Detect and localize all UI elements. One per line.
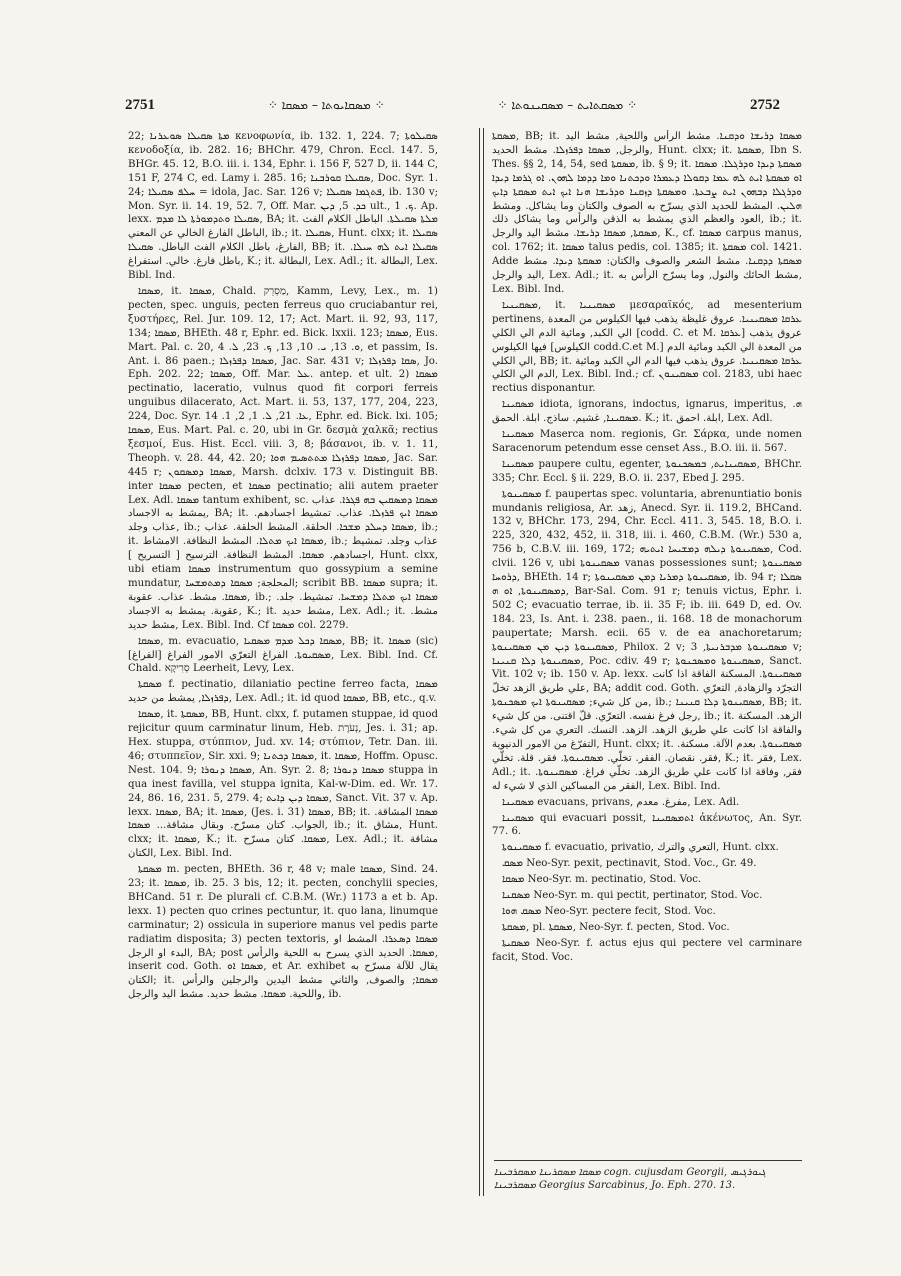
entry-paragraph: ܡܣܩܝܢܘܬܐ f. evacuatio, privatio, التعري والترك, Hunt. clxx. xyxy=(502,842,779,854)
entry-paragraph: ܡܣܩܝܢܝܐ, it. ܡܣܩܝܢܝܐ μεσαραϊκός, ad mesenterium pertinens, ܥܪܩܐ ܡܣܩܝܢܝܐ. عروق غليظة يذهب فيها الكيلوس من المعدة الي الكبد, ومائية الدم الي الكلي [codd. C. et M. ܥܪܩܐ] عروق يذهب فيها الكيلوس [الكيلوس codd.C.et M.] من المعدة الي الكبد ومائية الدم الي الكلي, BB; it. ܥܪܩܐ ܡܣܩܝܢܝܐ. عروق يذهب فيها الدم الي الكبد ومائية الدم الي الكلي, Lex. Bibl. Ind.; cf. ܡܣܩܝܢܘܢ col. 2183, ubi haec rectius disponantur. xyxy=(492,299,802,395)
entry-paragraph: ܡܣܩܝܬܐ Neo-Syr. f. actus ejus qui pectere vel carminare facit, Stod. Voc. xyxy=(492,937,802,963)
entry-paragraph: ܡܣܩܝܢܐ evacuans, privans, مفرغ. معدم, Lex. Adl. xyxy=(502,796,740,808)
right-page-number: 2752 xyxy=(749,96,780,113)
entry-paragraph: ܡܣܩܢܐ Neo-Syr. m. qui pectit, pertinator, Stod. Voc. xyxy=(502,890,763,902)
entry-paragraph: ܡܣܩܬܐ f. pectinatio, dilaniatio pectine ferreo facta, ܡܣܩܐ ܕܦܪܙܠܐ, يمشط من حديد, Lex. Adl.; it. id quod ܡܣܩܐ, BB, etc., q.v. xyxy=(128,679,438,705)
entry-paragraph: ܡܣܩܬܐ, BB; it. ܡܣܩܐ ܕܪܝܫܐ ܘܕܩܢܐ. مشط الرأس واللحية, مشط اليد والرجل, ܡܣܩܐ ܕܦܪܙܠܐ. مشط الحديد, Hunt. clxx; it. ܡܣܩܬܐ, Ibn S. Thes. §§ 2, 14, 54, sed ܡܣܩܬܐ, ib. § 9; it. ܡܣܩܬܐ ܕܝܕܐ ܘܕܪܓܠܐ. ܡܣܩܐ ܐܘ ܡܣܩܬܐ ܐܝܬ ܠܗ ܥܡܐ ܕܩܘܠܐ ܕܥܡܪܐ ܘܕܟܬܢܐ ܘܡܐ ܕܕܡܐ ܠܗܘܢ. ܐܘ ܓܪܡܐ ܕܝܕܐ ܘܕܪܓܠܐ ܕܒܗܘܢ ܐܝܬ ܨܒܥܬܐ. ܘܡܣܩܬܐ ܕܙܩܢܐ ܘܕܪܝܫܐ ܗܢܐ ܐܝܟ ܐܝܬ ܡܣܩܬܐ ܕܐܝܟ ܗܠܝܢ. المشط للحديد الذي يسرّح به الصوف والكتان وما يشاكل. ومشط العود والعظم الذي يمشط به الذقن والرأس وما يشاكل ذلك, ib.; it. ܡܣܩܬܐ, ܡܣܩܐ ܕܪܝܫܐ. مشط اليد والرجل, K., cf. ܡܣܩܐ carpus manus, col. 1762; it. ܡܣܩܐ talus pedis, col. 1385; it. ܡܣܩܬܐ col. 1421. Adde ܡܣܩܬܐ ܕܕܩܢܐ. مشط الشعر والصوف والكتان: ܡܣܩܬܐ ܕܝܕܐ. مشط اليد والرجل, Lex. Adl.; it. مشط الحائك والنول, وما يسرّح الرأس به, Lex. Bibl. Ind. xyxy=(492,131,802,295)
left-column xyxy=(128,130,438,1200)
entry-paragraph: ܡܣܩܬܐ m. pecten, BHEth. 36 r, 48 v; male ܡܣܩܐ, Sind. 24. 23; it. ܡܣܩܐ, ib. 25. 3 bis, 12; it. pecten, conchylii species, BHCand. 51 r. De plurali cf. C.B.M. (Wr.) 1173 a et b. Ap. lexx. 1) pecten quo crines pectuntur, it. quo lana, linumque carminatur; 2) ossicula in superiore manus vel pedis parte radiatim disposita; 3) pecten textoris, ܡܣܩܐ ܕܣܥܪܐ. المشط او البدء او الرجل, BA; post ܡܣܩܐ. الحديد الذي يسرح به اللحية والرأس, inserit cod. Goth. ܡܣܩܐ ܐܘ, et Ar. exhibet يقال للآلة مسرّح به الكتان; it. ܡܣܩܐ; والصوف, والثاني مشط اليدين والرجلين والرأس واللحية. ܡܣܩܐ. مشط حديد. مشط اليد والرجل, ib. xyxy=(128,864,438,1001)
column-divider xyxy=(479,128,484,1196)
footnote: ܡܣܩܐ ܡܣܩܪܝܢܐ ܡܣܩܪܒܝܢܐ cogn. cujusdam Georgii, ܓܝܘܪܓܝܣ ܡܣܩܪܒܝܢܐ Georgius Sarcabinus, Jo. Eph. 270. 13. xyxy=(494,1167,766,1191)
entry-paragraph: ܡܣܩܝܢܐ idiota, ignorans, indoctus, ignarus, imperitus, ܗ. ܡܣܩܝܢܐ, غشيم. ساذج. ابلة. الحمق. K.; it. ابلة. احمق, Lex. Adl. xyxy=(492,399,802,425)
entry-paragraph: ܡܣܩܬܐ, pl. ܡܣܩܬܐ, Neo-Syr. f. pecten, Stod. Voc. xyxy=(502,921,730,933)
page-header xyxy=(125,92,780,118)
footnote-rule xyxy=(494,1160,802,1161)
left-running-head: ⁘ ܡܣܩܐܝܘܬܐ – ܡܣܩܐ ⁘ xyxy=(267,97,385,112)
entry-paragraph: ܡܣܩܝܢܘܬܐ f. paupertas spec. voluntaria, abrenuntiatio bonis mundanis religiosa, Ar. زهد, Anecd. Syr. ii. 119.2, BHCand. 132 v, BHChr. 173, 294, Chr. Eccl. 411. 3, 545. 18, B.O. i. 225, 320, 432, 452, ii. 318, iii. i. 460, C.B.M. (Wr.) 530 a, 756 b, C.B.V. iii. 169, 172; ܡܣܩܝܢܘܬܐ ܕܝܠܗ ܕܡܫܝܚܐ ܐܝܬܝܗ, Cod. clvii. 126 v, ubi ܡܣܩܝܢܘܬܐ vanas possessiones sunt; ܡܣܩܝܢܘܬܐ ܕܪܘܚܐ, BHEth. 14 r; ܡܣܩܝܢܘܬܐ ܕܡܪܝܐ ܕܡܢ ܡܣܩܝܢܘܬܐ, ib. 94 r; ܣܩܠܐ ܕܡܣܩܝܢܘܬܐ, ܐܘ ܗ, Bar-Sal. Com. 91 r; tenuis victus, Ephr. i. 502 C; evacuatio terrae, ib. ii. 35 F; ib. iii. 649 D, ed. Ov. 184. 23, Is. Ant. i. 238. paen., ii. 168. 18 de monachorum paupertate; Marsh. ecii. 65 v. de ea anachoretarum; ܡܣܩܝܢܘܬܐ ܕܝܢ ܡܢ ܡܣܩܝܢܘܬܐ, Philox. 2 v; ܡܣܩܝܢܘܬܐ ܡܕܒܪܢܝܬܐ, 3 v; ܡܣܩܝܢܘܬܐ ܕܠܐ ܩܢܝܢܐ, Poc. cdiv. 49 r; ܡܣܩܝܢܘܬܐ ܘܡܣܟܢܘܬܐ, Sanct. Vit. 102 v; ib. 150 v. Ap. lexx. ܡܣܩܝܢܘܬܐ. المسكنة الفاقة اذا كانت علي طريق الزهد تخلّ, BA; addit cod. Goth. التجرّد والزهادة, التعرّي من كل شيء; ܡܣܩܝܢܘܬܐ ܐܝܟ ܡܣܟܢܘܬܐ, ib.; ܡܣܩܝܢܘܬܐ ܕܠܐ ܩܢܝܢܐ, BB; it. رجل فرغ نفسه. التعرّي. قلّ اقتنى. من كل شيء, ib.; it. الزهد. المسكنة والفاقة اذا كانت علي طريق الزهد. الزهد. النسك. التعري من كل شيء. التفرّغ من الامور الدنيوية, Hunt. clxx; it. ܡܣܩܝܢܘܬܐ. بعدم الآلة. مسكنة. فقر. نقصان. الفقر. تخلّي. ܡܣܩܝܢܘܬܐ. فقر. قلة. تخلّي, K.; it. فقر, Lex. Adl.; it. فقر, وفاقة اذا كانت علي طريق الزهد. تخلّي فراغ. ܡܣܩܝܢܘܬܐ. الفقر من المساكين الذي لا شيء له, Lex. Bibl. Ind. xyxy=(492,488,802,792)
entry-paragraph: ܡܣܩܐ Neo-Syr. m. pectinatio, Stod. Voc. xyxy=(502,874,702,886)
right-running-head: ⁘ ܡܣܩܬܐܝܬ – ܡܣܩܝܢܘܬܐ ⁘ xyxy=(497,97,638,112)
entry-paragraph: ܡܣܩܝܢܐ paupere cultu, egenter, ܡܣܩܝܢܐܝܬ, ܒܡܣܟܢܘܬܐ, BHChr. 335; Chr. Eccl. § ii. 229, B.O. ii. 237, Ebed J. 295. xyxy=(492,458,802,484)
entry-paragraph: ܡܣܩ ܗܘܐ Neo-Syr. pectere fecit, Stod. Voc. xyxy=(502,905,716,917)
left-page-number: 2751 xyxy=(125,96,155,113)
entry-paragraph: ܡܣܩܐ, m. evacuatio, ܡܣܩܐ ܕܟܠ ܡܕܡ ܡܣܩܝܐ, BB; it. ܡܣܩܐ (sic) ܡܣܩܝܘܬܐ. الفراغ التعرّي الامور الفراغ [الفراغ], Lex. Bibl. Ind. Cf. Chald. סְרִיקָא Leerheit, Levy, Lex. xyxy=(128,635,438,675)
entry-paragraph: ܡܣܩܐ, it. ܡܣܩܐ, Chald. מַסְרֵק, Kamm, Levy, Lex., m. 1) pecten, spec. unguis, pecten ferreus quo cruciabantur rei, ξυστήρες, Rel. Jur. 109. 12, 17; Act. Mart. ii. 92, 93, 117, 134; ܡܣܩܐ, BHEth. 48 r, Ephr. ed. Bick. lxxii. 123; ܡܣܩܐ, Eus. Mart. Pal. c. 20, ܘ. 13, ܝ. 10, 13, ܟ. 23, ܠ. 4, et passim, Is. Ant. i. 86 paen.; ܡܣܩܐ ܕܦܪܙܠܐ, Jac. Sar. 431 v; ܣܩܐ ܕܦܪܙܠܐ, Jo. Eph. 202. 22; ܡܣܩܐ, Off. Mar. ܥܠ. antep. et ult. 2) ܡܣܩܐ pectinatio, laceratio, vulnus quod fit corpori ferreis unguibus dilacerato, Act. Mart. ii. 53, 137, 177, 204, 223, 224, Doc. Syr. ܥܐ. 21, ܠ. 1, 2, 1. 14, Ephr. ed. Bick. lxi. 105; ܡܣܩܐ, Eus. Mart. Pal. c. 20, ubi in Gr. δεσμὰ χαλκᾶ; rectius ξεσμοί, Eus. Hist. Eccl. viii. 3, 8; βάσανοι, ib. v. 1. 11, Theoph. v. 28. 44, 42. 20; ܡܣܩܐ ܕܦܪܙܠܐ ܡܬܬܣܝܡ ܗܘܐ, Jac. Sar. 445 r; ܡܣܩܐ ܕܡܣܩܘܢ, Marsh. dclxiv. 173 v. Distinguit BB. inter ܡܣܩܐ pecten, et ܡܣܩܐ pectinatio; alii autem praeter Lex. Adl. ܡܣܩܐ tantum exhibent, sc. ܡܣܩܐ ܕܡܣܩܝܢ ܒܗ ܦܓܪܐ. عذاب يمشط به الاجساد, BA; it. ܡܣܩܐ ܐܝܟ ܦܪܙܠܐ. عذاب. تمشيط اجسادهم. عذاب وجلد, ib.; ܡܣܩܐ ܕܚܠܕ ܡܫܟܐ. الحلقة. المشط الحلقة. عذاب, ib.; it. ܡܣܩܐ ܐܝܟ ܡܬܠܐ. المشط النظافة. الامشاط, ib.; عذاب وجلد. تمشيط اجسادهم. ܡܣܩܐ. المشط النظافة. الترسيح [ التسريح ], Hunt. clxx, ubi etiam ܡܣܩܐ instrumentum quo gossypium a semine mundatur, المحلجة; ܡܣܩܐ ܕܡܬܡܫܚܐ; scribit BB. ܡܣܩܐ supra; it. ܡܣܩܐ. مشط. عذاب. عقوبة, ib.; ܡܣܩܐ ܐܝܟ ܡܬܠܐ ܕܡܫܚܐ. تمشيط. جلد. عقوبة. يمشط به الاجساد, K.; it. مشط حديد, Lex. Adl.; it. مشط. مشط حديد, Lex. Bibl. Ind. Cf ܡܣܩܐ col. 2279. xyxy=(128,285,438,631)
entry-paragraph: ܡܣܩܝܢܐ Maserca nom. regionis, Gr. Σάρκα, unde nomen Saracenorum petendum esse censet Ass., B.O. iii. ii. 567. xyxy=(492,429,802,454)
entry-paragraph: ܡܣܩܐ, it. ܡܣܩܬܐ, BB, Hunt. clxx, f. putamen stuppae, id quod rejicitur quum carminatur linum, Heb. נְעֹרֶת, Jes. i. 31; ap. Hex. stuppa, στύππιον, Jud. xv. 14; στύπιον, Tetr. Dan. iii. 46; στυππεῖον, Sir. xxi. 9; ܡܣܩܐ ܕܟܬܢܐ, it. ܡܣܩܐ, Hoffm. Opusc. Nest. 104. 9; ܡܣܩܐ ܕܢܘܪܐ, An. Syr. 2. 8; ܡܣܩܐ ܕܢܘܪܐ stuppa in qua inest favilla, vel stuppa ignita, Kal-w-Dim. ed. Wr. 17. 24, 86. 16, 231. 5, 279. 4; ܡܣܩܐ ܕܝܢ ܕܐܝܬ, Sanct. Vit. 37 v. Ap. lexx. ܡܣܩܐ, BA; it. ܡܣܩܐ, (Jes. i. 31) ܡܣܩܐ, BB; it. ܡܣܩܐ المشاقة. الجواب. كتان مسرّح. وبقال مشاقة... ܡܣܩܐ, ib.; it. مشاق, Hunt. clxx; it. ܡܣܩܐ, K.; it. ܡܣܩܐ. كتان مسرّح, Lex. Adl.; it. مشاقة الكتان, Lex. Bibl. Ind. xyxy=(128,709,438,860)
entry-paragraph: ܡܣܩܝܢܐ qui evacuari possit, ܐܬܡܣܩܝܢܐ ἀκένωτος, An. Syr. 77. 6. xyxy=(492,812,802,838)
entry-paragraph: ܡܣܩ Neo-Syr. pexit, pectinavit, Stod. Voc., Gr. 49. xyxy=(502,858,757,870)
entry-paragraph: 22; ܡܬܐ ܣܩܝܠܐ ܣܘܥܪܢܐ κενοφωνία, ib. 132. 1, 224. 7; ܣܩܝܠܘܬܐ κενοδοξία, ib. 282. 16; BHChr. 479, Chron. Eccl. 147. 5, BHGr. 45. 12, B.O. iii. i. 134, Ephr. i. 156 F, 527 D, ii. 144 C, 151 F, 274 C, ed. Lamy i. 285. 16; ܣܩܝܠܐ ܩܘܪܒܢܐ, Doc. Syr. 1. 24; ܚܠܦ ܣܩܝܠܐ = idola, Jac. Sar. 126 v; ܦܬܓܡܐ ܣܩܝܠܐ, ib. 130 v; Mon. Syr. ii. 14. 19, 52. 7, Off. Mar. ܟܕ. 5, ܕܝܢ ult., ܟ. 1. Ap. lexx. ܣܩܝܠܐ ܘܬܕܡܘܪܬܐ ܠܐ ܡܕܡ, BA; it. ܡܠܬܐ ܣܩܝܠܬܐ. الباطل الكلام الفث الباطل الفارغ الخالي عن المعني, ib.; it. ܣܩܝܠܐ, Hunt. clxx; it. ܣܩܝܠܐ الفارغ، باطل الكلام الفث الباطل. ܣܩܝܠܐ, BB; it. ܣܩܝܠܐ ܐܝܬ ܠܗ ܚܝܠܐ. باطل فارغ. خالي. استفراغ, K.; it. البطالة, Lex. Adl.; it. البطالة, Lex. Bibl. Ind. xyxy=(128,131,438,282)
right-column xyxy=(492,130,802,1200)
